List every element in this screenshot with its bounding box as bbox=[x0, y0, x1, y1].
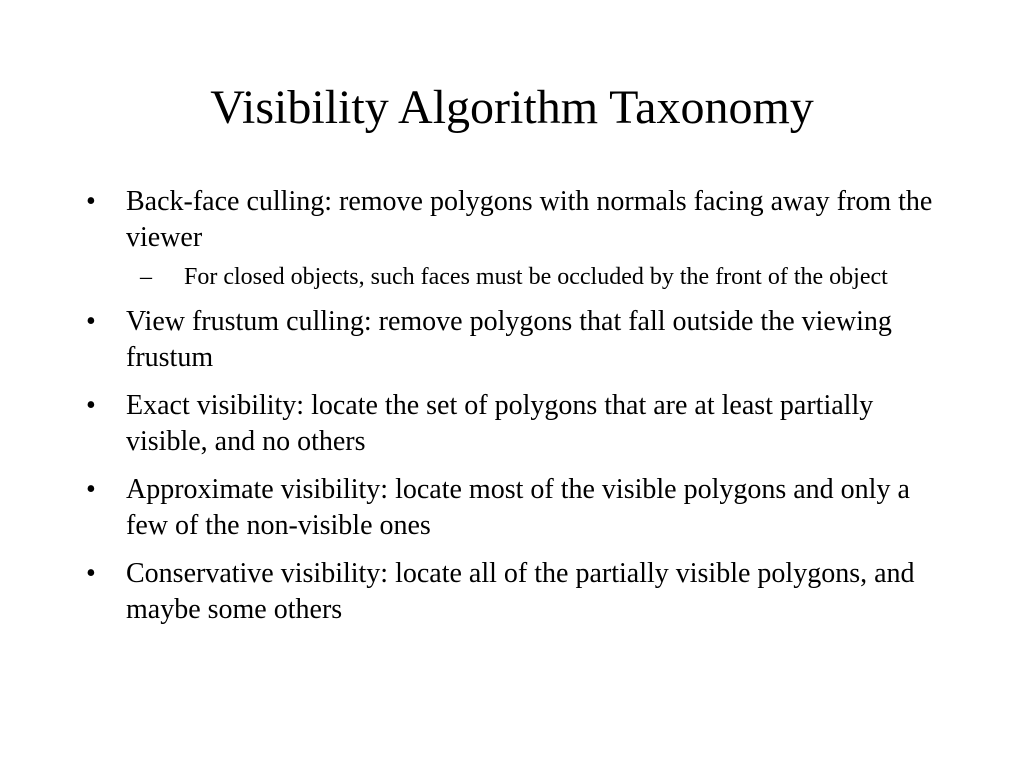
sub-bullet-text: For closed objects, such faces must be occluded by the front of the object bbox=[184, 264, 888, 290]
sub-bullet-marker: – bbox=[140, 264, 152, 290]
bullet-marker: • bbox=[86, 186, 96, 217]
bullet-item bbox=[86, 472, 946, 544]
bullet-text: View frustum culling: remove polygons that fall outside the viewing frustum bbox=[126, 306, 892, 373]
bullet-text: Conservative visibility: locate all of the partially visible polygons, and maybe some others bbox=[126, 558, 915, 625]
bullet-item bbox=[86, 304, 946, 376]
bullet-item bbox=[86, 556, 946, 628]
sub-bullet-item bbox=[140, 262, 946, 292]
bullet-item bbox=[86, 388, 946, 460]
bullet-marker: • bbox=[86, 390, 96, 421]
sub-bullet-list bbox=[126, 262, 946, 292]
bullet-text: Approximate visibility: locate most of the visible polygons and only a few of the non-visible ones bbox=[126, 474, 910, 541]
bullet-marker: • bbox=[86, 558, 96, 589]
bullet-marker: • bbox=[86, 474, 96, 505]
bullet-item bbox=[86, 184, 946, 292]
slide-title: Visibility Algorithm Taxonomy bbox=[210, 81, 814, 134]
bullet-marker: • bbox=[86, 306, 96, 337]
bullet-text: Exact visibility: locate the set of polygons that are at least partially visible, and no others bbox=[126, 390, 874, 457]
bullet-list bbox=[86, 184, 946, 640]
bullet-text: Back-face culling: remove polygons with normals facing away from the viewer bbox=[126, 186, 933, 253]
